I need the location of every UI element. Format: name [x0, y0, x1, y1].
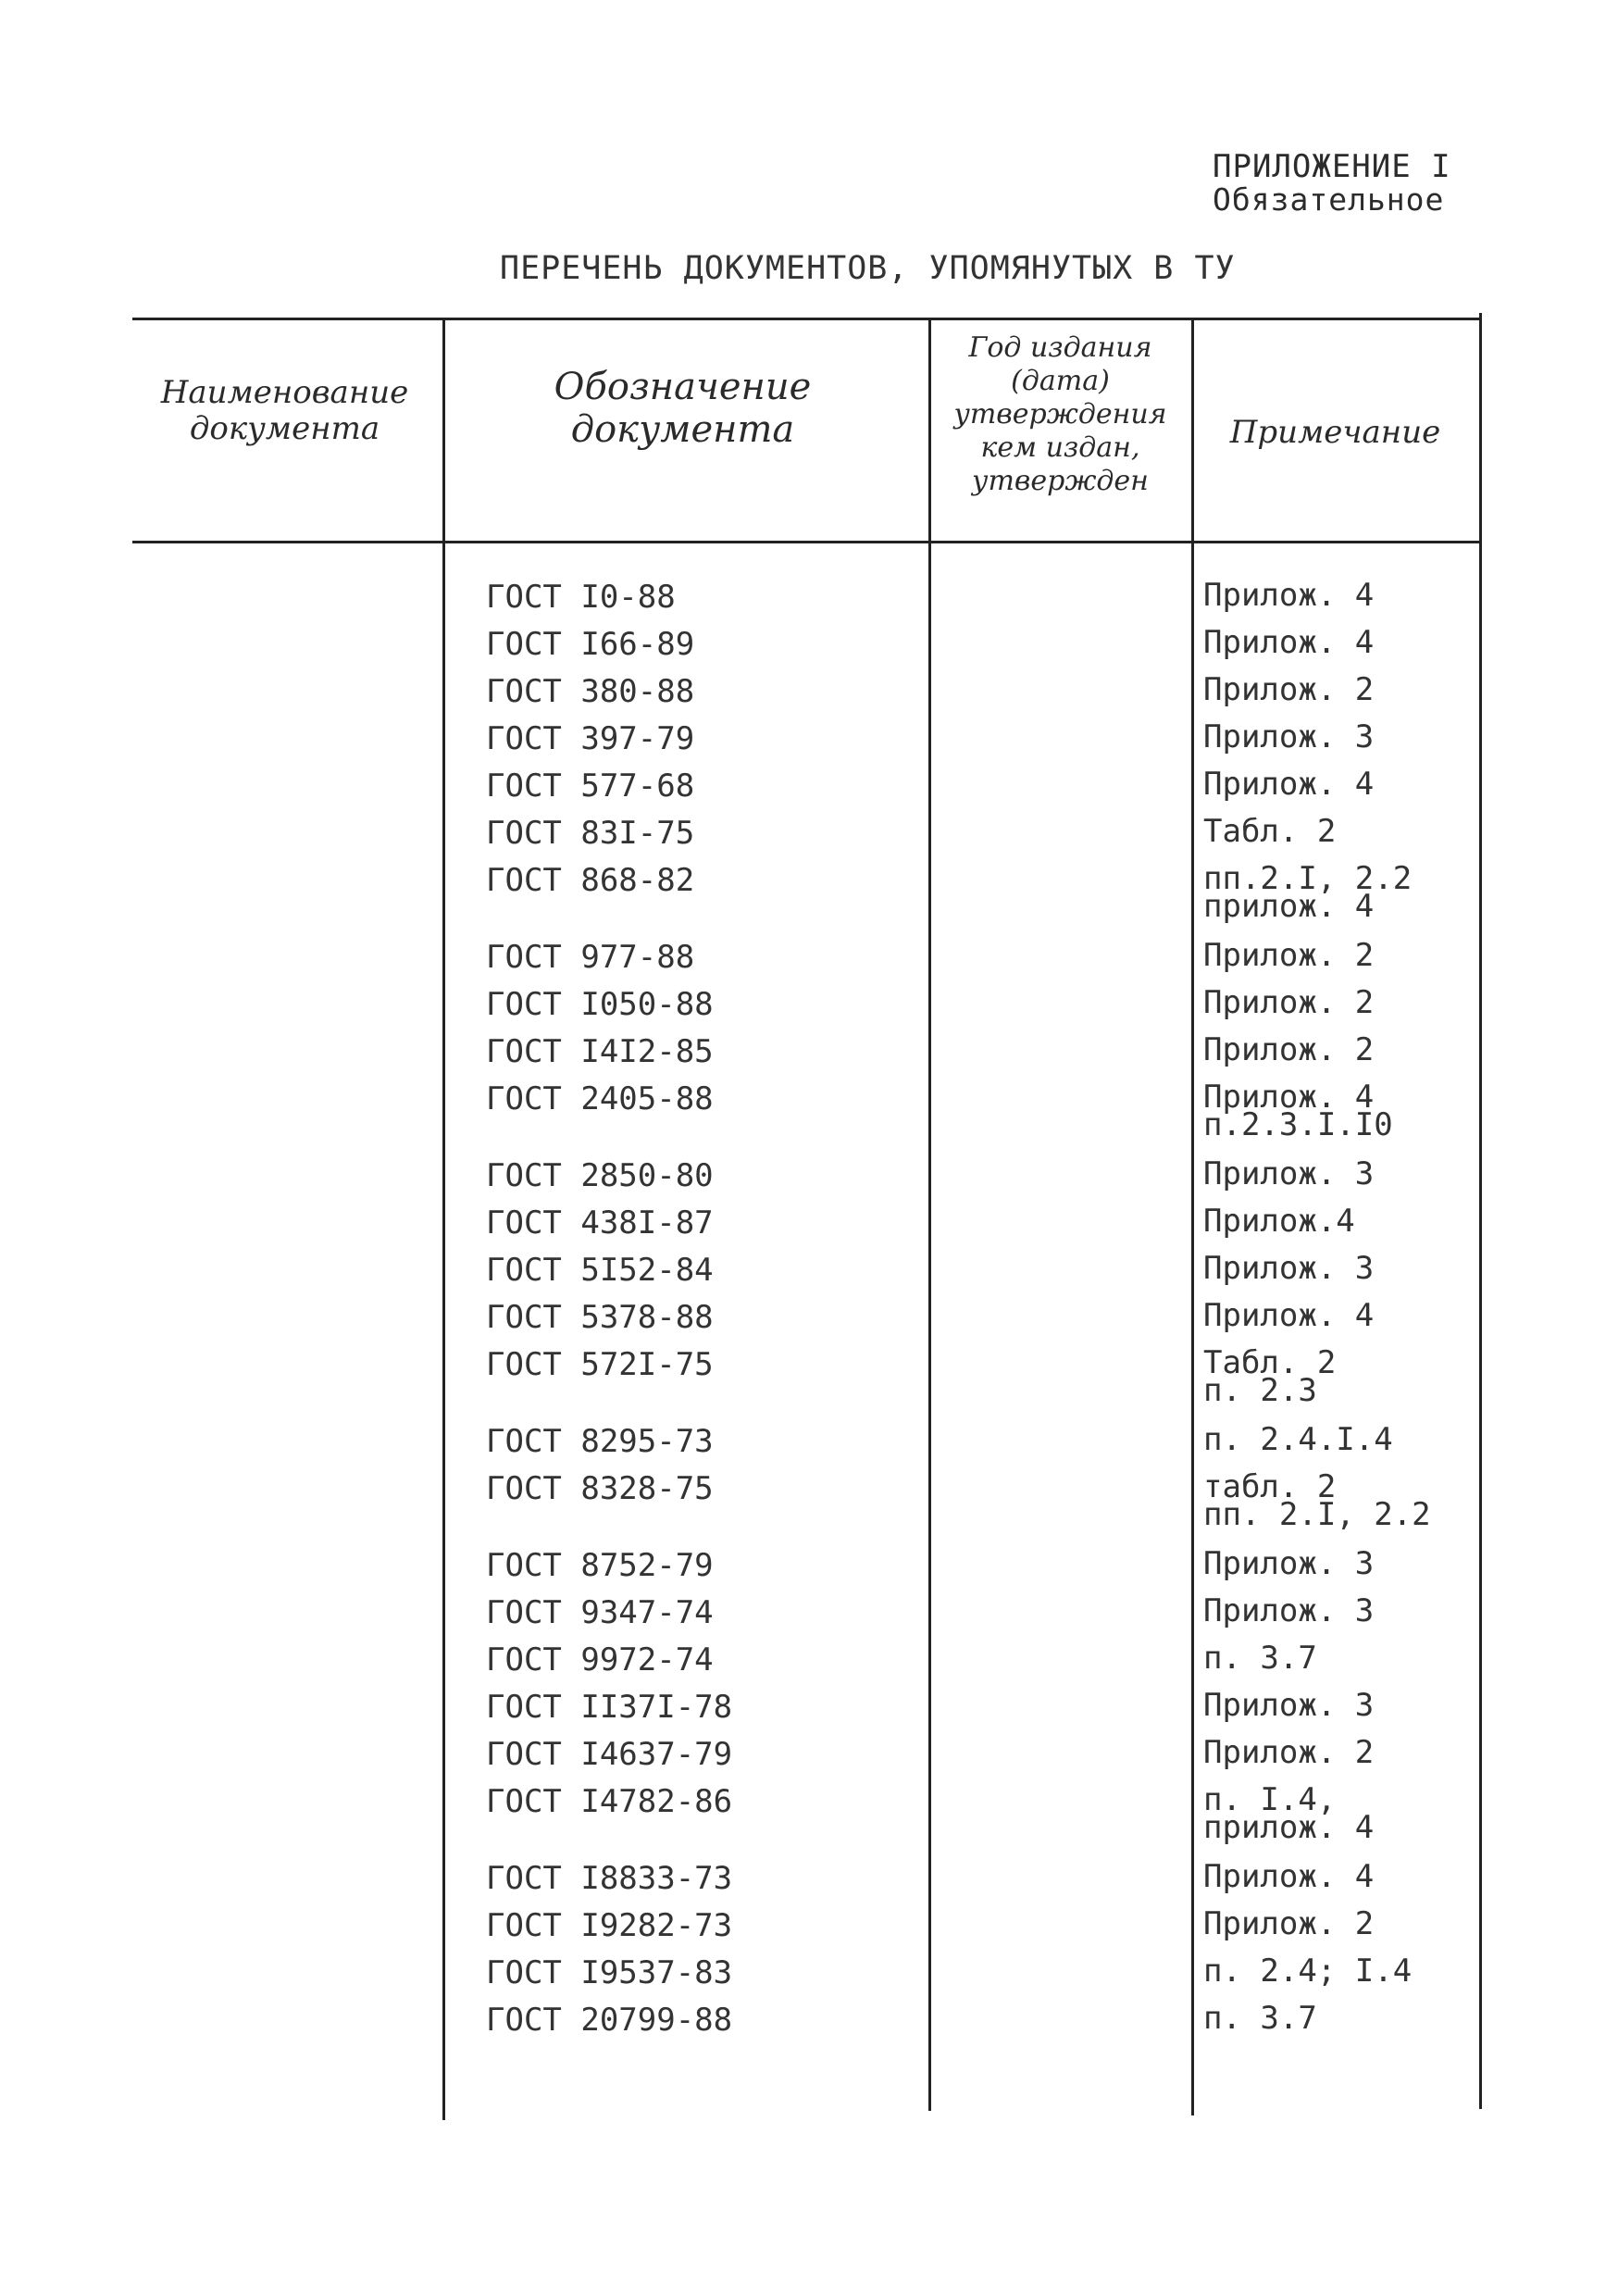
appendix-number: ПРИЛОЖЕНИЕ I [1213, 148, 1451, 185]
table-right-border [1479, 313, 1482, 2109]
row-note [1203, 1592, 1375, 1629]
row-note-line: пп.2.I, 2.2 [1203, 860, 1413, 897]
row-doc-designation: ГОСТ 977-88 [486, 939, 695, 976]
row-doc-designation: ГОСТ I4637-79 [486, 1736, 733, 1773]
table-divider-1 [442, 319, 445, 2120]
row-note-line: п. 3.7 [1203, 2000, 1317, 2037]
row-note [1203, 671, 1375, 708]
header-year: Год издания (дата) утверждения кем издан, утвержден [953, 331, 1167, 497]
row-note-line: п. I.4, [1203, 1781, 1337, 1818]
row-note [1203, 718, 1375, 755]
row-note [1203, 1421, 1393, 1458]
row-note-line: Прилож. 2 [1203, 671, 1375, 708]
row-note-line: Прилож. 4 [1203, 766, 1375, 803]
row-doc-designation: ГОСТ 8295-73 [486, 1423, 714, 1460]
table-top-border [132, 318, 1479, 320]
row-doc-designation: ГОСТ 868-82 [486, 862, 695, 899]
row-note [1203, 1079, 1393, 1143]
header-note: Примечание [1229, 414, 1441, 451]
row-doc-designation: ГОСТ II37I-78 [486, 1689, 733, 1726]
row-doc-designation: ГОСТ 5I52-84 [486, 1252, 714, 1289]
row-note-line: Прилож. 2 [1203, 937, 1375, 974]
table-divider-3 [1191, 319, 1194, 2115]
row-note-line: Прилож. 3 [1203, 1545, 1375, 1582]
row-note-line: Прилож. 3 [1203, 1155, 1375, 1192]
list-title: ПЕРЕЧЕНЬ ДОКУМЕНТОВ, УПОМЯНУТЫХ В ТУ [500, 250, 1236, 287]
row-doc-designation: ГОСТ 2850-80 [486, 1157, 714, 1194]
row-note-line: Прилож. 2 [1203, 1905, 1375, 1942]
row-note [1203, 1203, 1355, 1240]
row-note [1203, 1344, 1337, 1409]
row-doc-designation: ГОСТ 5378-88 [486, 1299, 714, 1336]
row-doc-designation: ГОСТ 9347-74 [486, 1594, 714, 1631]
row-note-line: Прилож. 3 [1203, 1687, 1375, 1724]
row-doc-designation: ГОСТ 83I-75 [486, 815, 695, 852]
row-note-line: прилож. 4 [1203, 1809, 1375, 1846]
row-note-line: п. 2.4; I.4 [1203, 1953, 1413, 1990]
row-note [1203, 766, 1375, 803]
row-note [1203, 1734, 1375, 1771]
row-note-line: пп. 2.I, 2.2 [1203, 1496, 1431, 1533]
row-doc-designation: ГОСТ 9972-74 [486, 1641, 714, 1678]
row-doc-designation: ГОСТ I0-88 [486, 579, 676, 616]
header-designation: Обозначение документа [554, 366, 812, 451]
row-doc-designation: ГОСТ I4I2-85 [486, 1033, 714, 1070]
row-doc-designation: ГОСТ 438I-87 [486, 1204, 714, 1242]
row-note-line: п.2.3.I.I0 [1203, 1106, 1393, 1143]
row-note-line: Прилож. 2 [1203, 1031, 1375, 1068]
row-note [1203, 1687, 1375, 1724]
row-doc-designation: ГОСТ 397-79 [486, 720, 695, 757]
row-doc-designation: ГОСТ 380-88 [486, 673, 695, 710]
row-note-line: Прилож.4 [1203, 1203, 1355, 1240]
row-note-line: Прилож. 2 [1203, 1734, 1375, 1771]
row-doc-designation: ГОСТ 577-68 [486, 767, 695, 805]
row-doc-designation: ГОСТ 20799-88 [486, 2002, 733, 2039]
row-note-line: Прилож. 3 [1203, 1592, 1375, 1629]
row-note [1203, 1781, 1375, 1846]
row-note-line: п. 3.7 [1203, 1640, 1317, 1677]
row-doc-designation: ГОСТ 8752-79 [486, 1547, 714, 1584]
table-divider-2 [928, 319, 931, 2111]
row-note-line: Прилож. 2 [1203, 984, 1375, 1021]
row-note-line: п. 2.4.I.4 [1203, 1421, 1393, 1458]
row-note-line: Прилож. 3 [1203, 1250, 1375, 1287]
row-note [1203, 1297, 1375, 1334]
row-note [1203, 1545, 1375, 1582]
row-note [1203, 1468, 1431, 1533]
row-note-line: Табл. 2 [1203, 813, 1337, 850]
row-note-line: Табл. 2 [1203, 1344, 1337, 1381]
row-note-line: Прилож. 4 [1203, 624, 1375, 661]
row-note [1203, 813, 1337, 850]
row-note [1203, 1250, 1375, 1287]
row-note [1203, 624, 1375, 661]
table-header-bottom-border [132, 541, 1479, 543]
row-note [1203, 1858, 1375, 1895]
row-note [1203, 1031, 1375, 1068]
row-note [1203, 860, 1413, 925]
row-note [1203, 937, 1375, 974]
appendix-header [1213, 150, 1451, 217]
row-note-line: прилож. 4 [1203, 888, 1375, 925]
row-note [1203, 1905, 1375, 1942]
row-note [1203, 2000, 1317, 2037]
row-doc-designation: ГОСТ I9282-73 [486, 1907, 733, 1944]
row-note-line: п. 2.3 [1203, 1372, 1317, 1409]
row-note-line: Прилож. 4 [1203, 577, 1375, 614]
row-doc-designation: ГОСТ I9537-83 [486, 1954, 733, 1991]
row-note-line: табл. 2 [1203, 1468, 1337, 1505]
row-doc-designation: ГОСТ I4782-86 [486, 1783, 733, 1820]
row-doc-designation: ГОСТ I8833-73 [486, 1860, 733, 1897]
row-doc-designation: ГОСТ 572I-75 [486, 1346, 714, 1383]
row-doc-designation: ГОСТ 2405-88 [486, 1080, 714, 1117]
row-note [1203, 577, 1375, 614]
row-note-line: Прилож. 4 [1203, 1079, 1375, 1116]
appendix-obligation: Обязательное [1213, 181, 1445, 218]
row-note-line: Прилож. 4 [1203, 1297, 1375, 1334]
row-note [1203, 1953, 1413, 1990]
row-note [1203, 984, 1375, 1021]
row-note-line: Прилож. 3 [1203, 718, 1375, 755]
row-doc-designation: ГОСТ I66-89 [486, 626, 695, 663]
row-doc-designation: ГОСТ I050-88 [486, 986, 714, 1023]
row-note [1203, 1640, 1317, 1677]
header-name: Наименование документа [160, 374, 409, 448]
row-note [1203, 1155, 1375, 1192]
row-note-line: Прилож. 4 [1203, 1858, 1375, 1895]
row-doc-designation: ГОСТ 8328-75 [486, 1470, 714, 1507]
